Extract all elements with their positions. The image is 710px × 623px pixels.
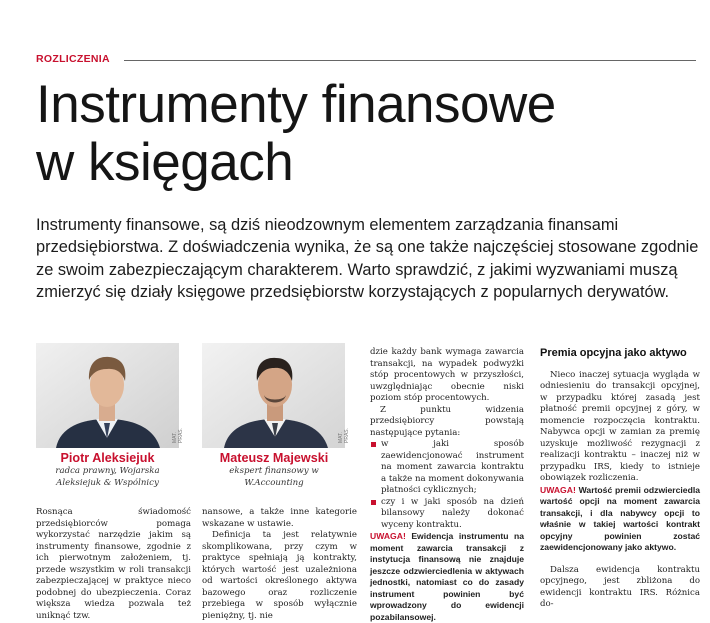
author-photo-mateusz-majewski [202, 343, 350, 448]
author-name: Mateusz Majewski [219, 451, 329, 465]
list-item: czy i w jaki sposób na dzień bilansowy należy dokonać wyceny kontraktu. [370, 497, 524, 532]
uwaga-text: Ewidencja instrumentu na moment zawarcia transakcji z instytucja finansową nie znajduje jeszcze odzwierciedlenia w aktywach jednostki, natomiast co do zasady instrument powinien być wprowadzony do ewidencji pozabilansowej. [370, 531, 524, 622]
uwaga-label: UWAGA! [370, 531, 406, 541]
body-column-4 [540, 347, 700, 611]
uwaga-text: Wartość premii odzwierciedla wartość opcji na moment zawarcia transakcji, i dla nabywcy opcji to właśnie w takiej wartości kontrakt opcyjny powinien zostać zaewidencjonowany jako aktywo. [540, 484, 701, 552]
author-role: Aleksiejuk & Wspólnicy [56, 477, 159, 488]
article-lead: Instrumenty finansowe, są dziś nieodzownym elementem zarządzania finansami przedsiębiorstwa. Z doświadczenia wynika, że są one także najczęściej stosowane zgodnie ze swoim zabezpieczającym charakterem. Warto sprawdzić, z jakimi wyzwaniami muszą zmierzyć się działy księgowe przedsiębiorstw korzystających z popularnych derywatów. [36, 216, 699, 301]
uwaga-note [540, 485, 700, 554]
list-item: w jaki sposób zaewidencjonować instrument na moment zawarcia kontraktu a także na moment dokonywania płatności cyklicznych; [370, 439, 524, 497]
body-paragraph: Nieco inaczej sytuacja wygląda w odniesieniu do transakcji opcyjnej, w przypadku której zasadą jest płatność premii opcyjnej z góry, w momencie rozpoczęcia kontraktu. Nabywca opcji w zamian za premię uzyskuje możliwość rezygnacji z realizacji kontraktu – inaczej niż w przypadku IRS, kiedy to istnieje obowiązek rozliczenia. [540, 369, 700, 483]
body-paragraph: dzie każdy bank wymaga zawarcia transakcji, na wypadek podwyżki stóp procentowych w przyszłości, uwzględniając obecnie niski poziom stóp procentowych. [370, 347, 524, 403]
author-caption-2 [199, 451, 349, 489]
portrait-image [202, 343, 345, 448]
section-header [36, 52, 696, 68]
author-role: radca prawny, Wojarska [55, 466, 160, 476]
question-list [370, 439, 524, 531]
portrait-image [36, 343, 179, 448]
body-column-2 [202, 507, 357, 622]
uwaga-note [370, 531, 524, 623]
author-name: Piotr Aleksiejuk [60, 451, 155, 465]
author-role: ekspert finansowy w W.Accounting [229, 466, 319, 488]
subheading: Premia opcyjna jako aktywo [540, 347, 687, 359]
body-column-3 [370, 347, 524, 623]
uwaga-label: UWAGA! [540, 484, 576, 495]
body-paragraph: Dalsza ewidencja kontraktu opcyjnego, jest zbliżona do ewidencji kontraktu IRS. Różnica do- [540, 564, 700, 609]
headline-line-2: w księgach [36, 133, 294, 192]
body-paragraph: Rosnąca świadomość przedsiębiorców pomaga wykorzystać narzędzie jakim są instrumenty finansowe, zgodnie z ich pierwotnym założeniem, tj. przede wszystkim w roli transakcji zabezpieczającej w praktyce nieco podobnej do ubezpieczenia. Coraz większa wiedza pozwala też uniknąć tzw. [36, 507, 191, 621]
body-paragraph: Definicja ta jest relatywnie skomplikowana, przy czym w praktyce spełniają ją kontrakty, których wartość jest uzależniona od wartości określonego aktywa bazowego oraz rozliczenie przebiega w sposób wyłącznie pieniężny, tj. nie [202, 530, 357, 621]
article-headline [36, 76, 696, 192]
author-caption-1 [36, 451, 179, 489]
section-label: ROZLICZENIA [36, 53, 110, 65]
body-column-1 [36, 507, 191, 622]
body-paragraph: nansowe, a także inne kategorie wskazane w ustawie. [202, 507, 357, 529]
body-paragraph: Z punktu widzenia przedsiębiorcy powstają następujące pytania: [370, 404, 524, 438]
headline-line-1: Instrumenty finansowe [36, 75, 556, 134]
section-divider [124, 60, 696, 61]
photo-credit: MAT. PRAS. [338, 427, 350, 443]
author-photo-piotr-aleksiejuk [36, 343, 184, 448]
photo-credit: MAT. PRAS. [172, 427, 184, 443]
